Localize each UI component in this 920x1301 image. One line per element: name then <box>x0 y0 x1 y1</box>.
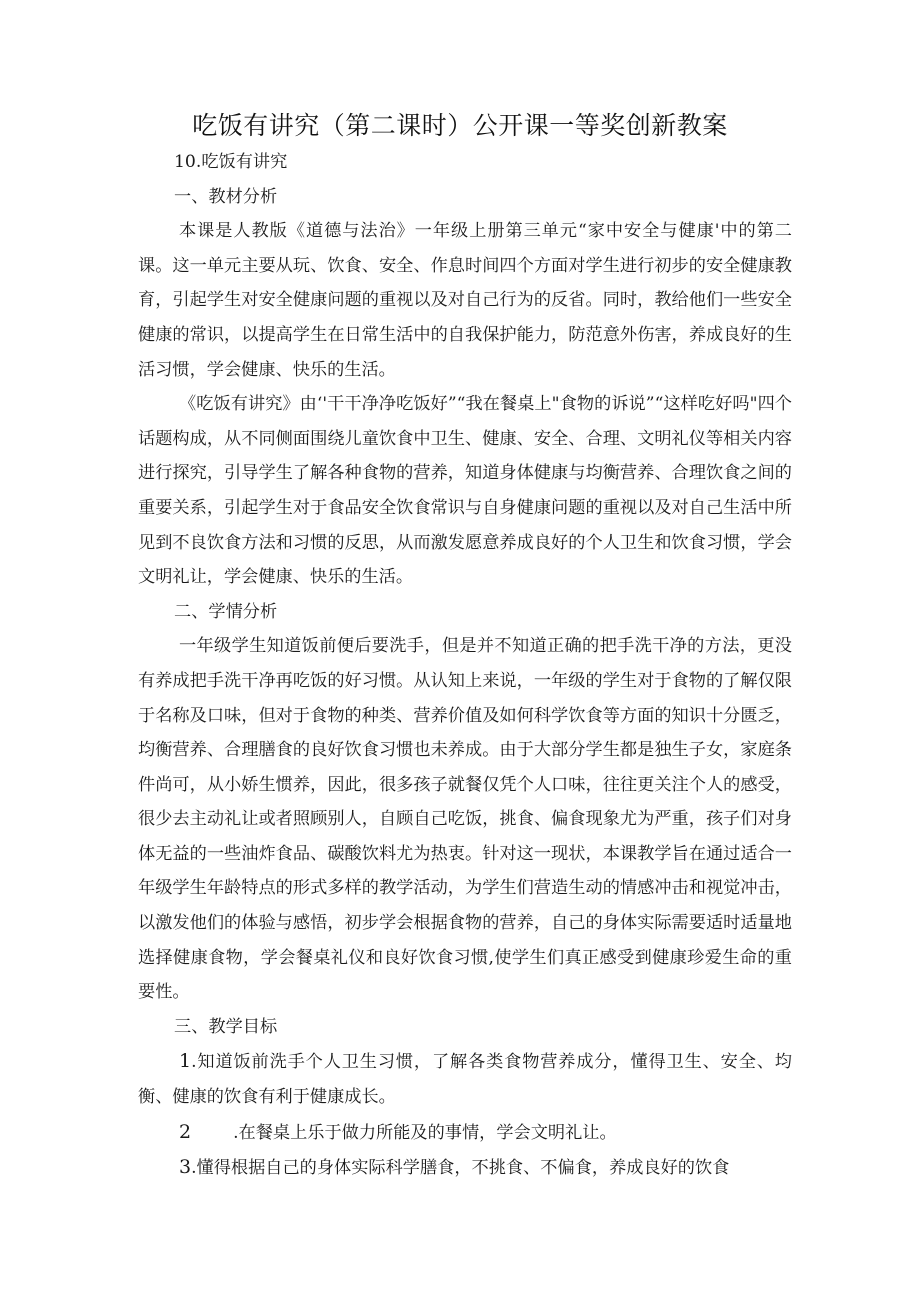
section-heading-teaching-goals: 三、教学目标 <box>174 1016 278 1037</box>
document-title: 吃饭有讲究（第二课时）公开课一等奖创新教案 <box>192 111 728 140</box>
goal-text: .知道饭前洗手个人卫生习惯，了解各类食物营养成分，懂得卫生、安全、均衡、健康的饮食有利于健康成长。 <box>138 1052 792 1108</box>
goal-number: 2 <box>179 1120 192 1143</box>
goal-item-3 <box>138 1150 792 1186</box>
goal-item-1 <box>138 1044 792 1114</box>
document-body <box>138 145 792 1186</box>
section-heading-student-analysis: 二、学情分析 <box>174 601 278 622</box>
paragraph: 《吃饭有讲究》由‘'干干净净吃饭好”“我在餐桌上"食物的诉说”“这样吃好吗"四个话题构成，从不同侧面围绕儿童饮食中卫生、健康、安全、合理、文明礼仪等相关内容进行探究，引导学生了解各种食物的营养，知道身体健康与均衡营养、合理饮食之间的重要关系，引起学生对于食品安全饮食常识与自身健康问题的重视以及对自己生活中所见到不良饮食方法和习惯的反思，从而激发愿意养成良好的个人卫生和饮食习惯，学会文明礼让，学会健康、快乐的生活。 <box>138 394 792 588</box>
section-heading-textbook-analysis: 一、教材分析 <box>174 186 278 207</box>
paragraph: 一年级学生知道饭前便后要洗手，但是并不知道正确的把手洗干净的方法，更没有养成把手洗干净再吃饭的好习惯。从认知上来说，一年级的学生对于食物的了解仅限于名称及口味，但对于食物的种类、营养价值及如何科学饮食等方面的知识十分匮乏，均衡营养、合理膳食的良好饮食习惯也未养成。由于大部分学生都是独生子女，家庭条件尚可，从小娇生惯养，因此，很多孩子就餐仅凭个人口味，往往更关注个人的感受，很少去主动礼让或者照顾别人，自顾自己吃饭，挑食、偏食现象尤为严重，孩子们对身体无益的一些油炸食品、碳酸饮料尤为热衷。针对这一现状，本课教学旨在通过适合一年级学生年龄特点的形式多样的教学活动，为学生们营造生动的情感冲击和视觉冲击，以激发他们的体验与感悟，初步学会根据食物的营养，自己的身体实际需要适时适量地选择健康食物，学会餐桌礼仪和良好饮食习惯,使学生们真正感受到健康珍爱生命的重要性。 <box>138 636 792 1003</box>
paragraph: 本课是人教版《道德与法治》一年级上册第三单元“家中安全与健康'中的第二课。这一单元主要从玩、饮食、安全、作息时间四个方面对学生进行初步的安全健康教育，引起学生对安全健康问题的重视以及对自己行为的反省。同时，教给他们一些安全健康的常识，以提高学生在日常生活中的自我保护能力，防范意外伤害，养成良好的生活习惯，学会健康、快乐的生活。 <box>138 221 792 380</box>
goal-number: 3 <box>179 1156 192 1179</box>
lesson-heading: 10.吃饭有讲究 <box>174 152 288 172</box>
goal-text: .懂得根据自己的身体实际科学膳食，不挑食、不偏食，养成良好的饮食 <box>191 1158 730 1179</box>
goal-text: .在餐桌上乐于做力所能及的事情，学会文明礼让。 <box>233 1122 617 1143</box>
goal-number: 1 <box>179 1050 192 1073</box>
goal-item-2 <box>138 1115 792 1151</box>
